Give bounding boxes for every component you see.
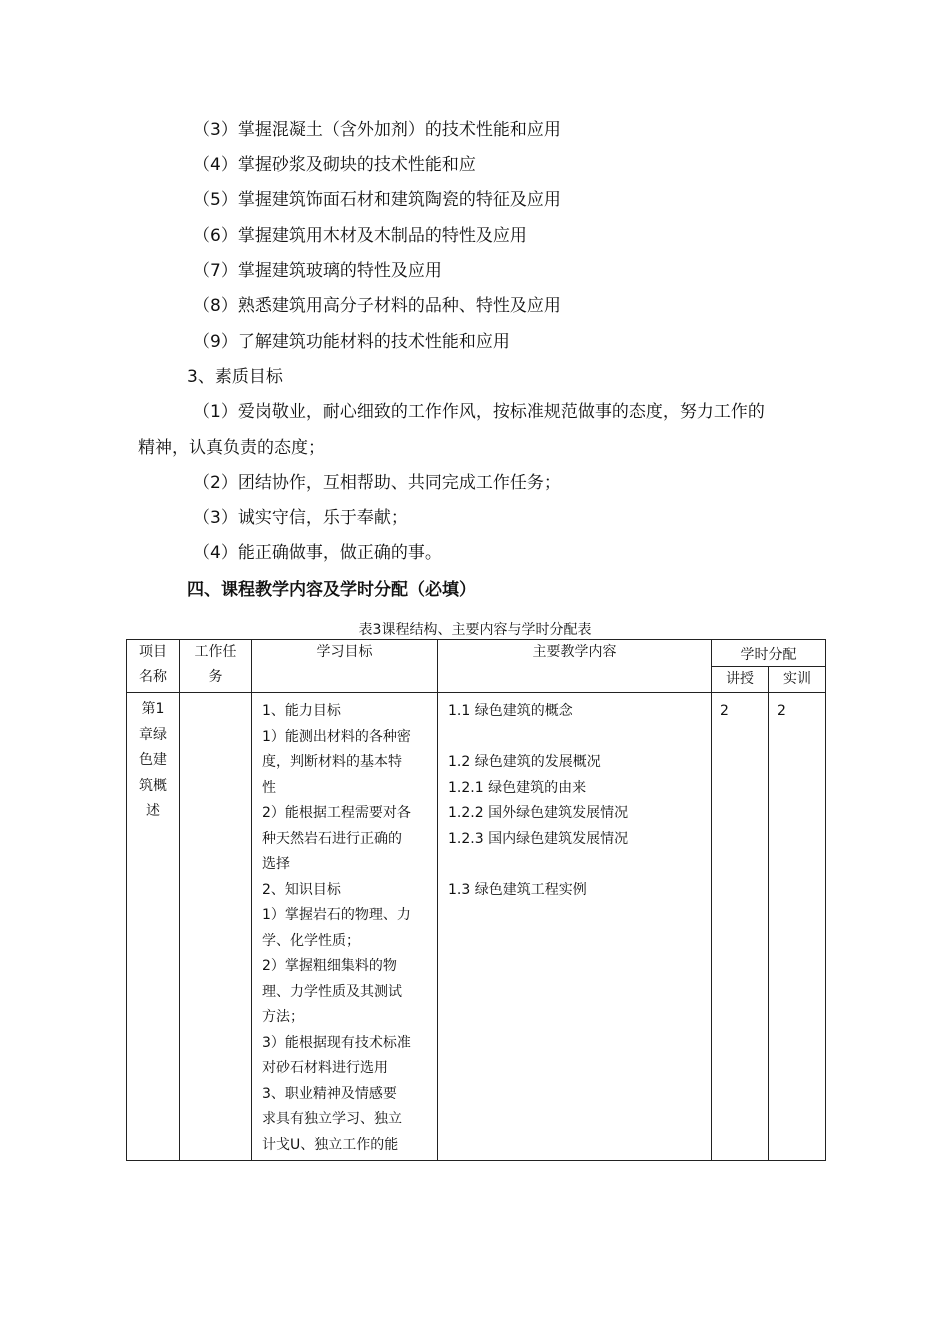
header-main-content: 主要教学内容 [438,640,712,693]
cell-work-task [180,693,252,1161]
objective-item: （8）熟悉建筑用高分子材料的品种、特性及应用 [193,296,561,316]
objective-item: （6）掌握建筑用木材及木制品的特性及应用 [193,226,527,246]
content-line: 1.2 绿色建筑的发展概况 [448,754,601,770]
quality-item-4: （4）能正确做事，做正确的事。 [193,543,442,563]
objective-item: （9）了解建筑功能材料的技术性能和应用 [193,332,510,352]
quality-item-1-line-1: （1）爱岗敬业，耐心细致的工作作风，按标准规范做事的态度，努力工作的 [193,402,765,422]
content-line: 1.2.3 国内绿色建筑发展情况 [448,830,629,847]
header-hours: 学时分配 [712,640,826,667]
content-line [448,725,707,751]
course-structure-table [126,639,826,1161]
header-lecture: 讲授 [712,667,769,693]
header-practice: 实训 [769,667,826,693]
header-project-name: 项目 名称 [127,640,180,693]
objective-item: （5）掌握建筑饰面石材和建筑陶瓷的特征及应用 [193,190,561,210]
header-learning-goal: 学习目标 [252,640,438,693]
section-heading: 四、课程教学内容及学时分配（必填） [187,580,476,600]
table-row [127,693,826,1161]
quality-title: 3、素质目标 [187,367,283,387]
table-caption: 表3课程结构、主要内容与学时分配表 [358,622,592,638]
content-line: 1.3 绿色建筑工程实例 [448,881,587,898]
quality-item-2: （2）团结协作，互相帮助、共同完成工作任务； [193,473,561,493]
header-work-task: 工作任 务 [180,640,252,693]
objective-item: （4）掌握砂浆及砌块的技术性能和应 [193,155,476,175]
content-line: 1.1 绿色建筑的概念 [448,703,573,719]
cell-lecture-hours: 2 [712,693,769,1161]
objective-item: （7）掌握建筑玻璃的特性及应用 [193,261,442,281]
cell-project-name: 第1 章绿 色建 筑概 述 [127,693,180,1161]
quality-item-3: （3）诚实守信，乐于奉献； [193,508,408,528]
cell-learning-goal: 1、能力目标 1）能测出材料的各种密 度，判断材料的基本特 性 2）能根据工程需要对各 种天然岩石进行正确的 选择 2、知识目标 1）掌握岩石的物理、力 学、化学性质； 2）掌握粗细集料的物 理、力学性质及其测试 方法； 3）能根据现有技术标准 对砂石材料进行选用 3、职业精神及情感要 求具有独立学习、独立 计戈U、独立工作的能 [252,693,438,1161]
quality-item-1-line-2: 精神，认真负责的态度； [138,438,325,458]
content-line: 1.2.1 绿色建筑的由来 [448,779,587,796]
objective-item: （3）掌握混凝土（含外加剂）的技术性能和应用 [193,120,561,140]
content-line [448,852,707,878]
cell-practice-hours: 2 [769,693,826,1161]
content-line: 1.2.2 国外绿色建筑发展情况 [448,805,629,821]
cell-main-content [438,693,712,1161]
